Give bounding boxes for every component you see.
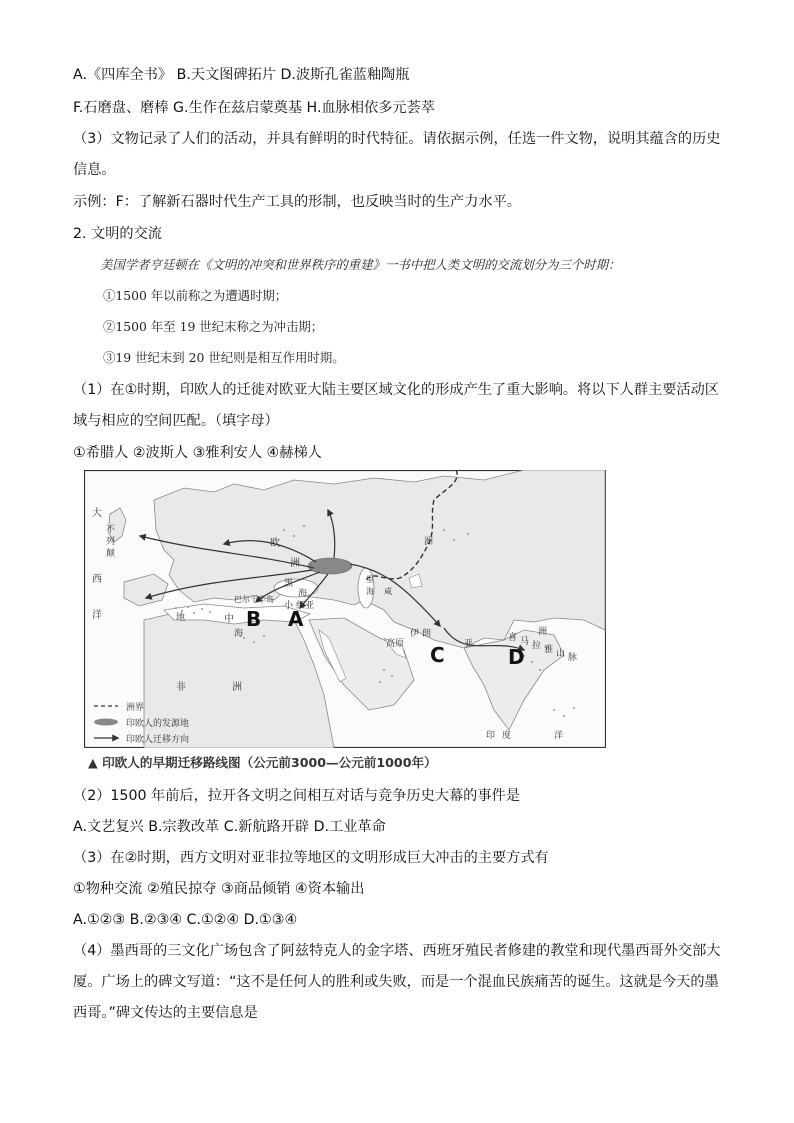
label-la: 拉	[532, 641, 542, 651]
label-hai-di: 海	[234, 629, 244, 639]
label-bu: 不	[106, 525, 116, 535]
quote-period-3: ③19 世纪末到 20 世纪则是相互作用时期。	[103, 350, 345, 365]
label-ou: 欧	[270, 538, 280, 549]
legend-border-label: 洲界	[126, 703, 145, 713]
question-4-text: （4）墨西哥的三文化广场包含了阿兹特克人的金字塔、西班牙殖民者修建的教堂和现代墨西哥外交部大	[73, 943, 721, 959]
label-hai-li: 海	[366, 587, 374, 596]
label-hei: 黑	[284, 579, 294, 589]
label-xian: 咸	[384, 587, 392, 596]
quote-intro: 美国学者亨廷顿在《文明的冲突和世界秩序的重建》一书中把人类文明的交流划分为三个时期：	[100, 257, 621, 272]
label-ma: 马	[520, 637, 530, 647]
question-3-text-cont: 信息。	[73, 162, 116, 178]
legend-origin-label: 印欧人的发源地	[126, 719, 190, 729]
label-lang: 朗	[422, 629, 432, 639]
label-yi: 伊	[410, 629, 420, 639]
label-ya2: 亚	[464, 639, 474, 649]
question-2-options: A.文艺复兴 B.宗教改革 C.新航路开辟 D.工业革命	[73, 819, 386, 835]
label-xiya: 细亚	[296, 601, 315, 611]
option-line-2: F.石磨盘、磨棒 G.生作在兹启蒙奠基 H.血脉相依多元荟萃	[73, 100, 435, 116]
label-gaoyuan: 高原	[386, 639, 405, 649]
label-di: 地	[176, 613, 186, 623]
label-xi: 西	[92, 574, 102, 585]
label-yang2: 洋	[554, 731, 564, 741]
legend-origin-symbol	[94, 719, 118, 726]
marker-letter-d: D	[508, 645, 525, 669]
label-zhou-ou: 洲	[290, 558, 300, 569]
marker-letter-a: A	[288, 607, 304, 631]
label-zhou3: 洲	[538, 627, 548, 637]
label-li: 里	[366, 575, 374, 584]
question-3b-options: A.①②③ B.②③④ C.①②④ D.①③④	[73, 912, 298, 928]
label-yang: 洋	[92, 610, 102, 621]
label-xiao: 小	[284, 601, 294, 611]
label-zhou-ya: 洲	[424, 537, 434, 547]
migration-map	[84, 470, 606, 748]
label-shan: 山	[556, 649, 566, 659]
marker-letter-b: B	[246, 607, 262, 631]
question-3b-text: （3）在②时期，西方文明对亚非拉等地区的文明形成巨大冲击的主要方式有	[73, 850, 549, 866]
quote-period-2: ②1500 年至 19 世纪末称之为冲击期；	[103, 319, 324, 334]
origin-area	[308, 558, 352, 574]
legend-route-label: 印欧人迁移方向	[126, 735, 190, 745]
question-4-text-cont: 厦。广场上的碑文写道：“这不是任何人的胜利或失败，而是一个混血民族痛苦的诞生。这就是今天的墨	[73, 974, 719, 990]
question-4-text-end: 西哥。”碑文传达的主要信息是	[73, 1005, 258, 1021]
section-title: 2. 文明的交流	[73, 226, 162, 242]
label-dian: 颠	[106, 549, 116, 559]
question-1-text-cont: 域与相应的空间匹配。（填字母）	[73, 413, 279, 429]
question-3b-items: ①物种交流 ②殖民掠夺 ③商品倾销 ④资本输出	[73, 881, 365, 897]
quote-period-1: ①1500 年以前称之为遭遇时期；	[103, 288, 288, 303]
marker-letter-c: C	[430, 643, 445, 667]
label-zhou-fei: 洲	[232, 682, 242, 693]
label-xi2: 喜	[508, 633, 518, 643]
label-zhong: 中	[224, 614, 234, 625]
example-text: 示例：F：了解新石器时代生产工具的形制，也反映当时的生产力水平。	[73, 194, 521, 210]
label-hai-hei: 海	[298, 589, 308, 599]
label-yin: 印	[486, 731, 496, 741]
label-da: 大	[92, 508, 102, 519]
map-caption: ▲ 印欧人的早期迁移路线图（公元前3000—公元前1000年）	[88, 755, 437, 770]
question-1-text: （1）在①时期，印欧人的迁徙对欧亚大陆主要区域文化的形成产生了重大影响。将以下人群主要活动区	[73, 382, 719, 398]
question-3-text: （3）文物记录了人们的活动，并具有鲜明的时代特征。请依据示例，任选一件文物，说明其蕴含的历史	[73, 131, 721, 147]
option-line-1: A.《四库全书》 B.天文图碑拓片 D.波斯孔雀蓝釉陶瓶	[73, 67, 410, 83]
label-du: 度	[502, 731, 512, 741]
label-baergan: 巴尔干半岛	[234, 595, 274, 604]
label-ya3: 雅	[544, 645, 554, 655]
label-fei: 非	[176, 682, 186, 693]
question-2-text: （2）1500 年前后，拉开各文明之间相互对话与竞争历史大幕的事件是	[73, 788, 520, 804]
people-options: ①希腊人 ②波斯人 ③雅利安人 ④赫梯人	[73, 445, 322, 461]
label-lie: 列	[106, 537, 116, 547]
label-mai: 脉	[568, 653, 578, 663]
